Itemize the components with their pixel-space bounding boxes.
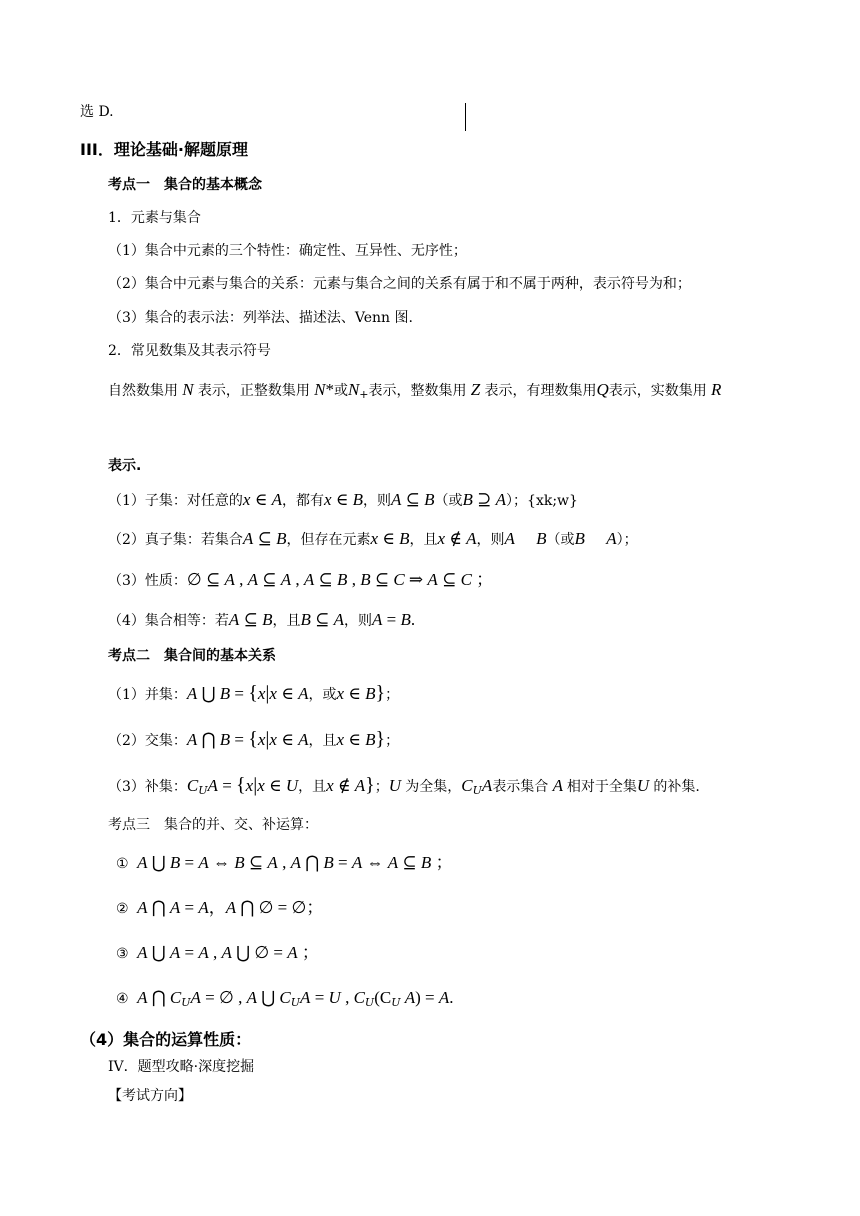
paragraph: 【考试方向】 (108, 1088, 192, 1104)
section-heading-iii: III．理论基础·解题原理 (80, 140, 248, 159)
complement-line: （3）补集：$C_UA = \{x|x$ ∈ U，且x ∉ A}；U 为全集，$C_UA$表示集合 A 相对于全集U 的补集. (108, 774, 700, 797)
equality-line: （4）集合相等：若A ⊆ B，且B ⊆ A，则A = B. (108, 610, 416, 629)
section-heading-iv: （4）集合的运算性质： (80, 1030, 252, 1049)
paragraph: （2）集合中元素与集合的关系：元素与集合之间的关系有属于和不属于两种，表示符号为和； (108, 276, 691, 292)
union-line: （1）并集：A ⋃ B = {x|x ∈ A，或x ∈ B}； (108, 682, 400, 704)
property-item-3: ③ A ⋃ A = A , A ⋃ ∅ = A ； (116, 943, 319, 962)
paragraph: 1．元素与集合 (108, 210, 201, 226)
subset-line: （1）子集：对任意的x ∈ A，都有x ∈ B，则A ⊆ B（或B ⊇ A）；{xk;w} (108, 490, 578, 509)
number-sets-line: 自然数集用 N 表示，正整数集用 N*或$N_+$表示，整数集用 Z 表示，有理数集用Q表示，实数集用 R (108, 380, 722, 401)
property-item-4: ④ A ⋂ $C_UA$ = ∅ , A ⋃ $C_UA = U$ , $C_U(C_U$ A) = A. (116, 988, 454, 1009)
paragraph: （1）集合中元素的三个特性：确定性、互异性、无序性； (108, 243, 467, 259)
paragraph: IV．题型攻略·深度挖掘 (108, 1059, 255, 1075)
answer-line: 选 D. (80, 104, 114, 120)
topic-heading-2: 表示. (108, 458, 142, 474)
proper-subset-line: （2）真子集：若集合A ⊆ B，但存在元素x ∈ B，且x ∉ A，则A B（或B A）； (108, 529, 638, 548)
paragraph: （3）集合的表示法：列举法、描述法、Venn 图. (108, 310, 413, 326)
paragraph: 考点三 集合的并、交、补运算： (108, 817, 318, 833)
topic-heading-1: 考点一 集合的基本概念 (108, 177, 262, 193)
property-line: （3）性质：∅ ⊆ A , A ⊆ A , A ⊆ B , B ⊆ C ⇒ A ⊆ C ； (108, 570, 494, 589)
paragraph: 2．常见数集及其表示符号 (108, 343, 271, 359)
property-item-1: ① A ⋃ B = A ⇔ B ⊆ A , A ⋂ B = A ⇔ A ⊆ B ； (116, 853, 453, 872)
text-cursor (465, 103, 466, 131)
topic-heading-3: 考点二 集合间的基本关系 (108, 648, 276, 664)
property-item-2: ② A ⋂ A = A，A ⋂ ∅ = ∅； (116, 898, 324, 917)
intersection-line: （2）交集：A ⋂ B = {x|x ∈ A，且x ∈ B}； (108, 728, 400, 750)
